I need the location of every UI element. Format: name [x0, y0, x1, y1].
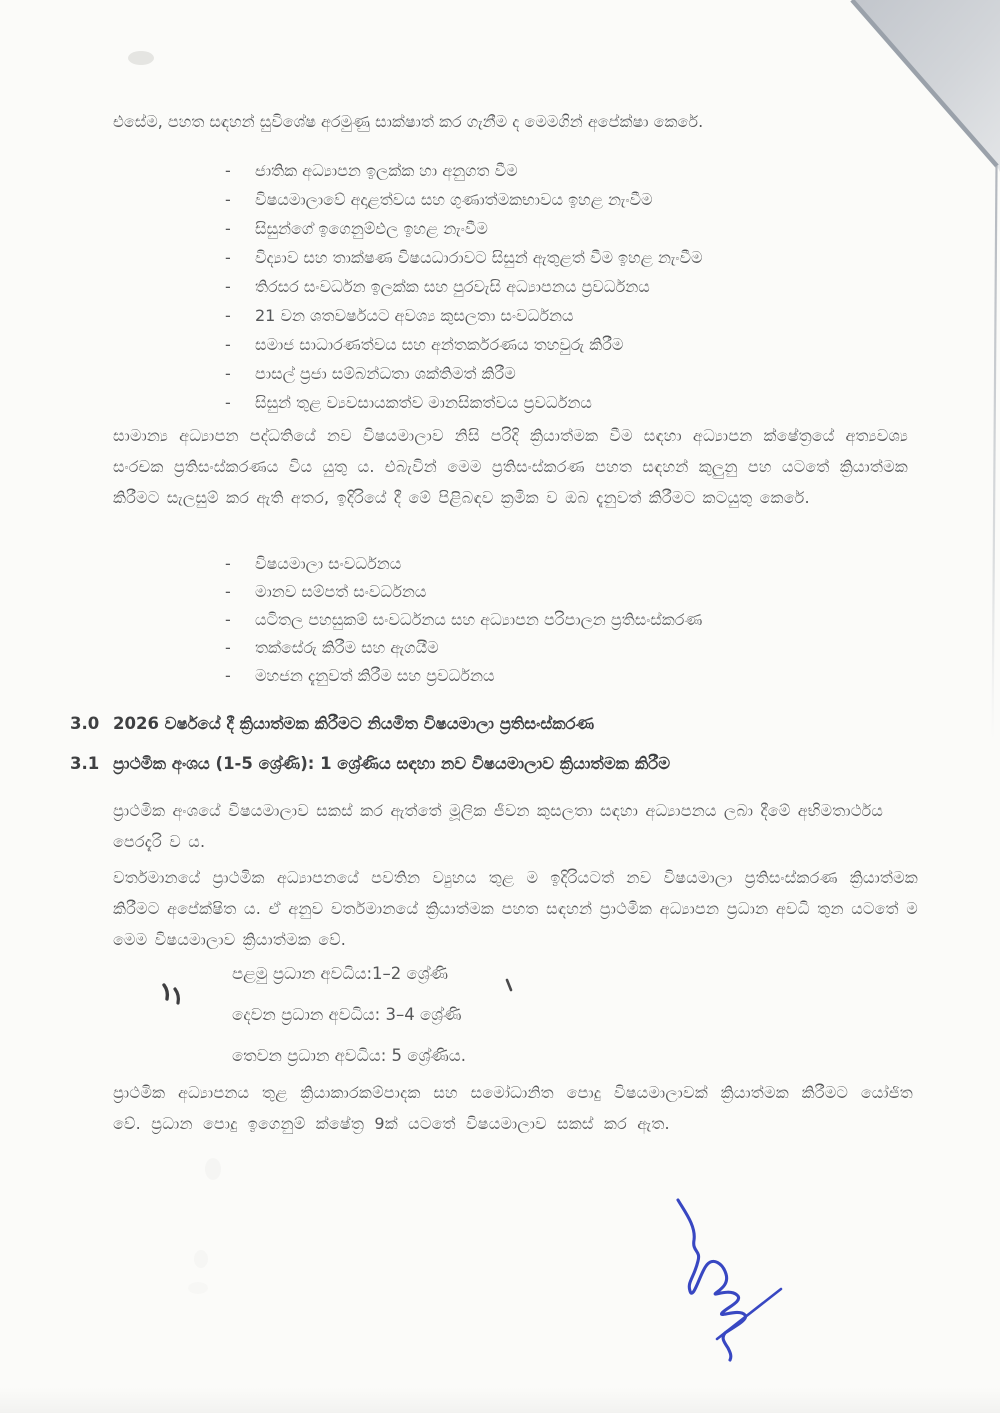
scan-smudge [205, 1158, 221, 1180]
signature [660, 1190, 790, 1365]
bullet-item [225, 550, 885, 578]
bullet-dash: - [225, 610, 231, 629]
special-aims-list [225, 156, 885, 417]
intro-paragraph: එසේම, පහත සඳහන් සුවිශේෂ අරමුණු සාක්ෂාත් කර ගැනීම ද මෙමගින් අපේක්ෂා කෙරේ. [113, 112, 704, 131]
section-title: 2026 වර්ෂයේ දී ක්‍රියාත්මක කිරීමට නියමිත විෂයමාලා ප්‍රතිසංස්කරණ [113, 714, 595, 733]
bullet-item [225, 156, 885, 185]
reform-paragraph: සාමාන්‍ය අධ්‍යාපන පද්ධතියේ නව විෂයමාලාව නිසි පරිදි ක්‍රියාත්මක වීම සඳහා අධ්‍යාපන ක්ෂේත්‍රයේ අත්‍යවශ්‍ය සංරචක ප්‍රතිසංස්කරණය විය යුතු ය. එබැවින් මෙම ප්‍රතිසංස්කරණ පහත සඳහන් කුලුනු පහ යටතේ ක්‍රියාත්මක කිරීමට සැලසුම් කර ඇති අතර, ඉදිරියේ දී මේ පිළිබඳව ක්‍රමික ව ඔබ දැනුවත් කිරීමට කටයුතු කෙරේ. [113, 426, 908, 507]
section-heading-3-1 [70, 752, 950, 776]
bullet-item [225, 214, 885, 243]
bullet-dash: - [225, 306, 231, 325]
pillars-list [225, 550, 885, 690]
primary-aim-paragraph: ප්‍රාථමික අංශයේ විෂයමාලාව සකස් කර ඇත්තේ මූලික ජීවන කුසලතා සඳහා අධ්‍යාපනය ලබා දීමේ අභිමතාර්ථය පෙරදැරි ව ය. [113, 801, 884, 851]
bullet-text: තක්සේරු කිරීම සහ ඇගයීම [255, 638, 439, 657]
scan-smudge [128, 51, 154, 65]
bullet-text: පාසල් ප්‍රජා සම්බන්ධතා ශක්තිමත් කිරීම [255, 364, 516, 383]
bullet-item [225, 330, 885, 359]
section-heading-3-0 [70, 712, 930, 736]
fold-edge-line [852, 0, 997, 166]
stage-line: පළමු ප්‍රධාන අවධිය:1–2 ශ්‍රේණි [232, 964, 449, 983]
common-curriculum-paragraph: ප්‍රාථමික අධ්‍යාපනය තුළ ක්‍රියාකාරකම්පාදක සහ සමෝධානිත පොදු විෂයමාලාවක් ක්‍රියාත්මක කිරීමට යෝජිත වේ. ප්‍රධාන පොදු ඉගෙනුම් ක්ෂේත්‍ර 9ක් යටතේ විෂයමාලාව සකස් කර ඇත. [113, 1083, 913, 1133]
bullet-text: 21 වන ශතවර්ෂයට අවශ්‍ය කුසලතා සංවර්ධනය [255, 306, 574, 325]
bullet-text: විෂයමාලාවේ අදාළත්වය සහ ගුණාත්මකභාවය ඉහළ නැංවීම [255, 190, 653, 209]
bottom-scan-shade [0, 1387, 1000, 1413]
bullet-text: විෂයමාලා සංවර්ධනය [255, 554, 402, 573]
bullet-dash: - [225, 248, 231, 267]
ink-mark [155, 978, 195, 1014]
stage-line: දෙවන ප්‍රධාන අවධිය: 3–4 ශ්‍රේණි [232, 1005, 462, 1024]
bullet-dash: - [225, 638, 231, 657]
bullet-dash: - [225, 364, 231, 383]
bullet-dash: - [225, 335, 231, 354]
bullet-text: මානව සම්පත් සංවර්ධනය [255, 582, 427, 601]
bullet-item [225, 634, 885, 662]
bullet-item [225, 578, 885, 606]
bullet-item [225, 243, 885, 272]
bullet-dash: - [225, 582, 231, 601]
bullet-text: යටිතල පහසුකම් සංවර්ධනය සහ අධ්‍යාපන පරිපාලන ප්‍රතිසංස්කරණ [255, 610, 703, 629]
ink-mark [503, 977, 517, 995]
bullet-text: මහජන දැනුවත් කිරීම සහ ප්‍රවර්ධනය [255, 666, 495, 685]
bullet-text: සමාජ සාධාරණත්වය සහ අන්තර්කරණය තහවුරු කිරීම [255, 335, 624, 354]
section-number: 3.0 [70, 714, 100, 733]
bullet-item [225, 185, 885, 214]
fold-fill [852, 0, 1000, 172]
bullet-dash: - [225, 277, 231, 296]
bullet-text: විද්‍යාව සහ තාක්ෂණ විෂයධාරාවට සිසුන් ඇතුළත් වීම ඉහළ නැංවීම [255, 248, 703, 267]
bullet-dash: - [225, 161, 231, 180]
bullet-item [225, 606, 885, 634]
bullet-text: තිරසර සංවර්ධන ඉලක්ක සහ පුරවැසි අධ්‍යාපනය ප්‍රවර්ධනය [255, 277, 650, 296]
bullet-text: සිසුන්ගේ ඉගෙනුම්ඵල ඉහළ නැංවීම [255, 219, 488, 238]
section-number: 3.1 [70, 754, 100, 773]
stage-line: තෙවන ප්‍රධාන අවධිය: 5 ශ්‍රේණිය. [232, 1046, 466, 1065]
bullet-dash: - [225, 393, 231, 412]
bullet-text: සිසුන් තුළ ව්‍යවසායකත්ව මානසිකත්වය ප්‍රවර්ධනය [255, 393, 592, 412]
bullet-item [225, 272, 885, 301]
bullet-dash: - [225, 666, 231, 685]
bullet-item [225, 301, 885, 330]
structure-paragraph: වර්තමානයේ ප්‍රාථමික අධ්‍යාපනයේ පවතින ව්‍යුහය තුළ ම ඉදිරියටත් නව විෂයමාලා ප්‍රතිසංස්කරණ ක්‍රියාත්මක කිරීමට අපේක්ෂිත ය. ඒ අනුව වර්තමානයේ ක්‍රියාත්මක පහත සඳහන් ප්‍රාථමික අධ්‍යාපන ප්‍රධාන අවධි තුන යටතේ ම මෙම විෂයමාලාව ක්‍රියාත්මක වේ. [113, 868, 918, 949]
bullet-item [225, 662, 885, 690]
bullet-dash: - [225, 190, 231, 209]
page-edge-line [993, 166, 997, 740]
scan-smudge [188, 1282, 208, 1294]
bullet-item [225, 359, 885, 388]
bullet-dash: - [225, 554, 231, 573]
bullet-text: ජාතික අධ්‍යාපන ඉලක්ක හා අනුගත වීම [255, 161, 518, 180]
bullet-item [225, 388, 885, 417]
scan-smudge [194, 1250, 208, 1268]
bullet-dash: - [225, 219, 231, 238]
section-title: ප්‍රාථමික අංශය (1-5 ශ්‍රේණි): 1 ශ්‍රේණිය සඳහා නව විෂයමාලාව ක්‍රියාත්මක කිරීම [113, 754, 671, 773]
